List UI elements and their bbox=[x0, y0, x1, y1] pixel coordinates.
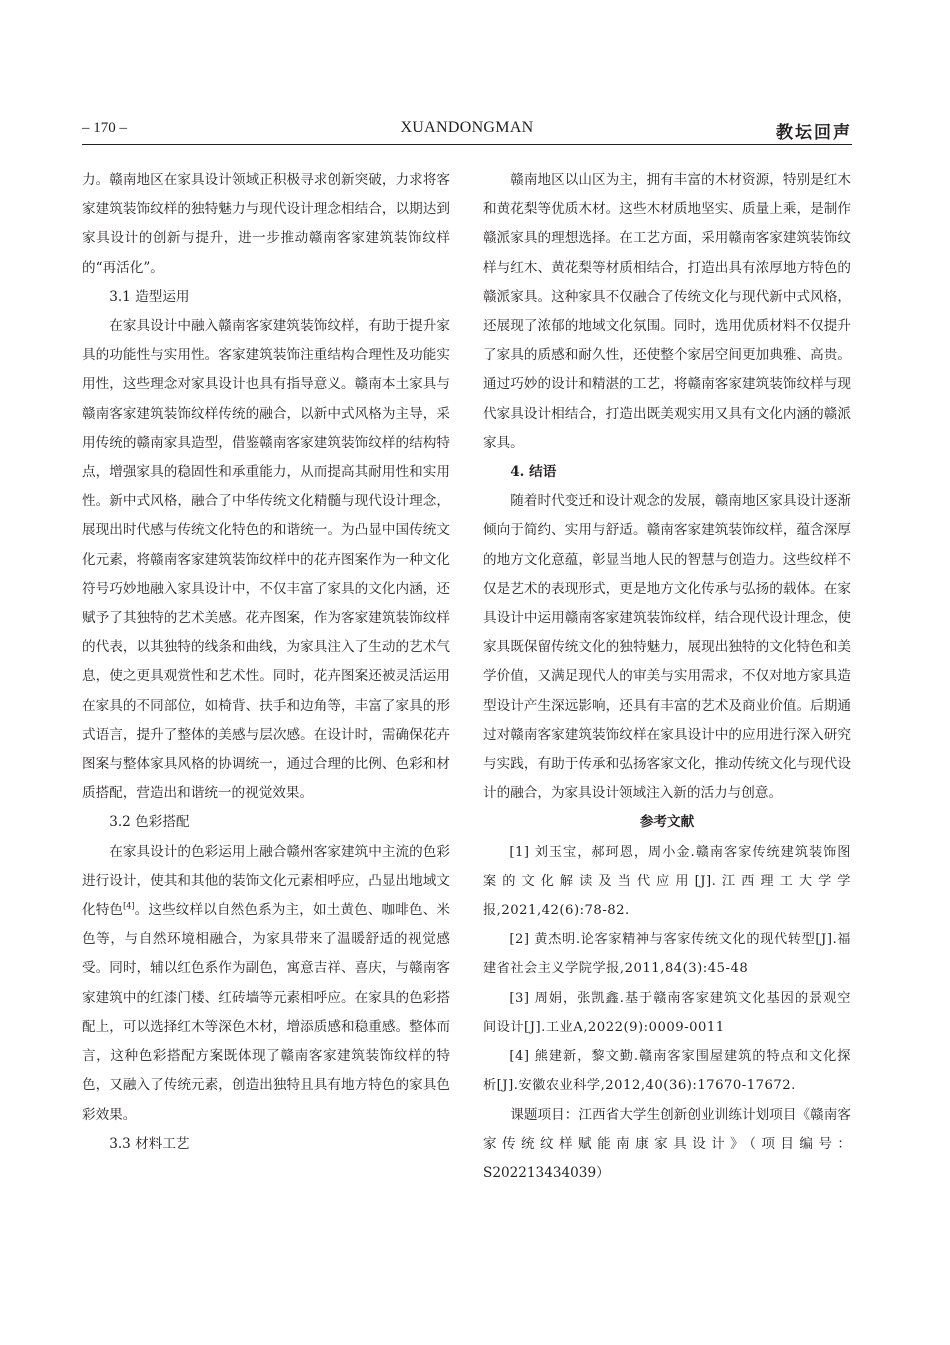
left-column bbox=[82, 166, 450, 1159]
heading-3-3: 3.3 材料工艺 bbox=[109, 1135, 190, 1152]
heading-4-conclusion: 4. 结语 bbox=[510, 464, 557, 481]
heading-3-1: 3.1 造型运用 bbox=[109, 288, 190, 305]
reference-item: [4] 熊建新，黎文勤.赣南客家围屋建筑的特点和文化探析[J].安徽农业科学,2012,40(36):17670-17672. bbox=[483, 1049, 851, 1094]
reference-item: [3] 周娟，张凯鑫.基于赣南客家建筑文化基因的景观空间设计[J].工业A,2022(9):0009-0011 bbox=[483, 990, 851, 1035]
reference-item: [1] 刘玉宝，郝珂恩，周小金.赣南客家传统建筑装饰图案的文化解读及当代应用[J].江西理工大学学报,2021,42(6):78-82. bbox=[483, 844, 851, 919]
paragraph-material-craft: 赣南地区以山区为主，拥有丰富的木材资源，特别是红木和黄花梨等优质木材。这些木材质地坚实、质量上乘，是制作赣派家具的理想选择。在工艺方面，采用赣南客家建筑装饰纹样与红木、黄花梨等材质相结合，打造出具有浓厚地方特色的赣派家具。这种家具不仅融合了传统文化与现代新中式风格，还展现了浓郁的地域文化氛围。同时，选用优质材料不仅提升了家具的质感和耐久性，还使整个家居空间更加典雅、高贵。通过巧妙的设计和精湛的工艺，将赣南客家建筑装饰纹样与现代家具设计相结合，打造出既美观实用又具有文化内涵的赣派家具。 bbox=[483, 172, 851, 451]
heading-3-2: 3.2 色彩搭配 bbox=[109, 814, 190, 831]
journal-title: XUANDONGMAN bbox=[400, 119, 534, 136]
page-number: – 170 – bbox=[82, 120, 127, 136]
reference-item: [2] 黄杰明.论客家精神与客家传统文化的现代转型[J].福建省社会主义学院学报,2011,84(3):45-48 bbox=[483, 932, 851, 977]
paragraph-color-part2: 。这些纹样以自然色系为主，如土黄色、咖啡色、米色等，与自然环境相融合，为家具带来了温暖舒适的视觉感受。同时，辅以红色系作为副色，寓意吉祥、喜庆，与赣南客家建筑中的红漆门楼、红砖墙等元素相呼应。在家具的色彩搭配上，可以选择红木等深色木材，增添质感和稳重感。整体而言，这种色彩搭配方案既体现了赣南客家建筑装饰纹样的特色，又融入了传统元素，创造出独特且具有地方特色的家具色彩效果。 bbox=[82, 902, 451, 1123]
paragraph-color-matching bbox=[82, 838, 450, 1130]
right-column bbox=[483, 166, 851, 1188]
paragraph-continued: 力。赣南地区在家具设计领域正积极寻求创新突破，力求将客家建筑装饰纹样的独特魅力与现代设计理念相结合，以期达到家具设计的创新与提升，进一步推动赣南客家建筑装饰纹样的“再活化”。 bbox=[82, 172, 450, 276]
running-header bbox=[82, 118, 852, 145]
references-title: 参考文献 bbox=[639, 814, 695, 831]
paragraph-color-part1: 在家具设计的色彩运用上融合赣州客家建筑中主流的色彩进行设计，使其和其他的装饰文化元素相呼应，凸显出地域文化特色 bbox=[82, 843, 450, 919]
project-funding-note: 课题项目：江西省大学生创新创业训练计划项目《赣南客家传统纹样赋能南康家具设计》（项目编号：S202213434039） bbox=[483, 1106, 851, 1181]
paragraph-shape-application: 在家具设计中融入赣南客家建筑装饰纹样，有助于提升家具的功能性与实用性。客家建筑装饰注重结构合理性及功能实用性，这些理念对家具设计也具有指导意义。赣南本土家具与赣南客家建筑装饰纹样传统的融合，以新中式风格为主导，采用传统的赣南家具造型，借鉴赣南客家建筑装饰纹样的结构特点，增强家具的稳固性和承重能力，从而提高其耐用性和实用性。新中式风格，融合了中华传统文化精髓与现代设计理念，展现出时代感与传统文化特色的和谐统一。为凸显中国传统文化元素，将赣南客家建筑装饰纹样中的花卉图案作为一种文化符号巧妙地融入家具设计中，不仅丰富了家具的文化内涵，还赋予了其独特的艺术美感。花卉图案，作为客家建筑装饰纹样的代表，以其独特的线条和曲线，为家具注入了生动的艺术气息，使之更具观赏性和艺术性。同时，花卉图案还被灵活运用在家具的不同部位，如椅背、扶手和边角等，丰富了家具的形式语言，提升了整体的美感与层次感。在设计时，需确保花卉图案与整体家具风格的协调统一，通过合理的比例、色彩和材质搭配，营造出和谐统一的视觉效果。 bbox=[82, 318, 450, 802]
citation-4: [4] bbox=[123, 901, 135, 911]
paragraph-conclusion: 随着时代变迁和设计观念的发展，赣南地区家具设计逐渐倾向于简约、实用与舒适。赣南客家建筑装饰纹样，蕴含深厚的地方文化意蕴，彰显当地人民的智慧与创造力。这些纹样不仅是艺术的表现形式，更是地方文化传承与弘扬的载体。在家具设计中运用赣南客家建筑装饰纹样，结合现代设计理念，使家具既保留传统文化的独特魅力，展现出独特的文化特色和美学价值，又满足现代人的审美与实用需求，不仅对地方家具造型设计产生深远影响，还具有丰富的艺术及商业价值。后期通过对赣南客家建筑装饰纹样在家具设计中的应用进行深入研究与实践，有助于传承和弘扬客家文化，推动传统文化与现代设计的融合，为家具设计领域注入新的活力与创意。 bbox=[483, 493, 851, 802]
section-label: 教坛回声 bbox=[776, 123, 852, 143]
